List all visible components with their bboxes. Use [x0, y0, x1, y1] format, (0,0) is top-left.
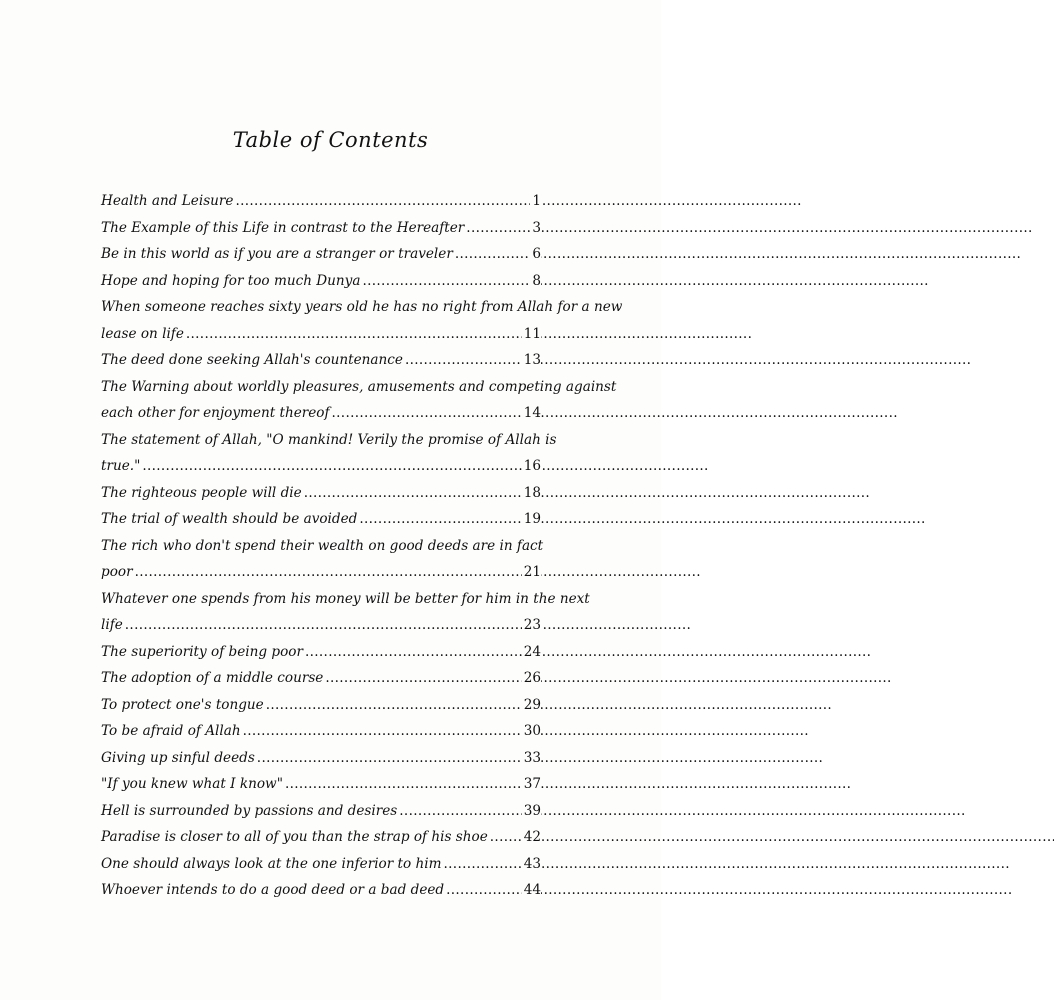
toc-page-number: 3 — [530, 215, 541, 242]
toc-entry-title-line1: The Warning about worldly pleasures, amusements and competing against — [101, 378, 617, 395]
toc-entry — [101, 851, 541, 878]
toc-entry-line2 — [101, 612, 541, 639]
toc-entry — [101, 665, 541, 692]
dot-leader — [101, 453, 541, 480]
toc-entry-title: To protect one's tongue — [101, 692, 266, 719]
toc-entry-title: "If you knew what I know" — [101, 771, 285, 798]
toc-entry — [101, 798, 541, 825]
toc-entry — [101, 294, 623, 347]
toc-entry — [101, 533, 544, 586]
toc-entry — [101, 215, 541, 242]
toc-entry-title: Hell is surrounded by passions and desires — [101, 798, 399, 825]
toc-entry — [101, 347, 541, 374]
toc-entry-title: Hope and hoping for too much Dunya — [101, 268, 362, 295]
toc-entry-title-line2: lease on life — [101, 321, 186, 348]
toc-page-number: 23 — [522, 612, 541, 639]
toc-entry-title: Whoever intends to do a good deed or a bad deed — [101, 877, 446, 904]
toc-page-number: 26 — [522, 665, 541, 692]
toc-page-number: 16 — [522, 453, 541, 480]
toc-page-number: 11 — [522, 321, 541, 348]
toc-page-number: 43 — [522, 851, 541, 878]
toc-entry — [101, 506, 541, 533]
toc-entry — [101, 188, 541, 215]
toc-page-number: 24 — [522, 639, 541, 666]
toc-entry-title-line1: Whatever one spends from his money will be better for him in the next — [101, 590, 590, 607]
dot-leader — [101, 559, 541, 586]
toc-page-number: 1 — [530, 188, 541, 215]
toc-entry-title: Health and Leisure — [101, 188, 235, 215]
toc-page-number: 37 — [522, 771, 541, 798]
toc-entry-title: To be afraid of Allah — [101, 718, 243, 745]
toc-page-number: 30 — [522, 718, 541, 745]
toc-page-number: 18 — [522, 480, 541, 507]
toc-entry — [101, 745, 541, 772]
toc-entry-title-line2: life — [101, 612, 125, 639]
toc-entry — [101, 241, 541, 268]
toc-page-number: 19 — [522, 506, 541, 533]
toc-entry — [101, 877, 541, 904]
toc-entry-line2 — [101, 321, 541, 348]
toc-page-number: 14 — [522, 400, 541, 427]
toc-page-number: 29 — [522, 692, 541, 719]
toc-entry-title-line2: each other for enjoyment thereof — [101, 400, 332, 427]
toc-entry — [101, 268, 541, 295]
toc-entry — [101, 771, 541, 798]
toc-entry — [101, 586, 590, 639]
toc-entry — [101, 718, 541, 745]
page-title: Table of Contents — [232, 128, 429, 152]
toc-page-number: 8 — [530, 268, 541, 295]
toc-entry — [101, 824, 541, 851]
toc-entry-title: The deed done seeking Allah's countenance — [101, 347, 405, 374]
toc-page-number: 42 — [522, 824, 541, 851]
toc-entry-title-line2: true." — [101, 453, 142, 480]
dot-leader — [101, 612, 541, 639]
toc-entry-title: Paradise is closer to all of you than the strap of his shoe — [101, 824, 490, 851]
toc-entry-title: The adoption of a middle course — [101, 665, 325, 692]
toc-page-number: 33 — [522, 745, 541, 772]
table-of-contents — [101, 188, 623, 904]
toc-entry-title-line2: poor — [101, 559, 135, 586]
toc-entry-title: The Example of this Life in contrast to the Hereafter — [101, 215, 466, 242]
toc-entry-title-line1: The statement of Allah, "O mankind! Verily the promise of Allah is — [101, 431, 557, 448]
toc-entry-line2 — [101, 559, 541, 586]
toc-entry — [101, 480, 541, 507]
toc-entry — [101, 427, 557, 480]
toc-entry-title: One should always look at the one inferior to him — [101, 851, 444, 878]
toc-entry-title: Be in this world as if you are a stranger or traveler — [101, 241, 455, 268]
toc-page-number: 21 — [522, 559, 541, 586]
toc-entry-title-line1: The rich who don't spend their wealth on good deeds are in fact — [101, 537, 544, 554]
toc-page-number: 6 — [530, 241, 541, 268]
toc-entry — [101, 374, 617, 427]
toc-entry-title-line1: When someone reaches sixty years old he has no right from Allah for a new — [101, 299, 623, 315]
toc-entry — [101, 639, 541, 666]
toc-entry-line2 — [101, 453, 541, 480]
toc-entry-line2 — [101, 400, 541, 427]
toc-page-number: 39 — [522, 798, 541, 825]
toc-entry-title: Giving up sinful deeds — [101, 745, 257, 772]
toc-page-number: 44 — [522, 877, 541, 904]
toc-entry-title: The superiority of being poor — [101, 639, 305, 666]
toc-entry-title: The trial of wealth should be avoided — [101, 506, 359, 533]
toc-page-number: 13 — [522, 347, 541, 374]
toc-entry-title: The righteous people will die — [101, 480, 304, 507]
toc-entry — [101, 692, 541, 719]
